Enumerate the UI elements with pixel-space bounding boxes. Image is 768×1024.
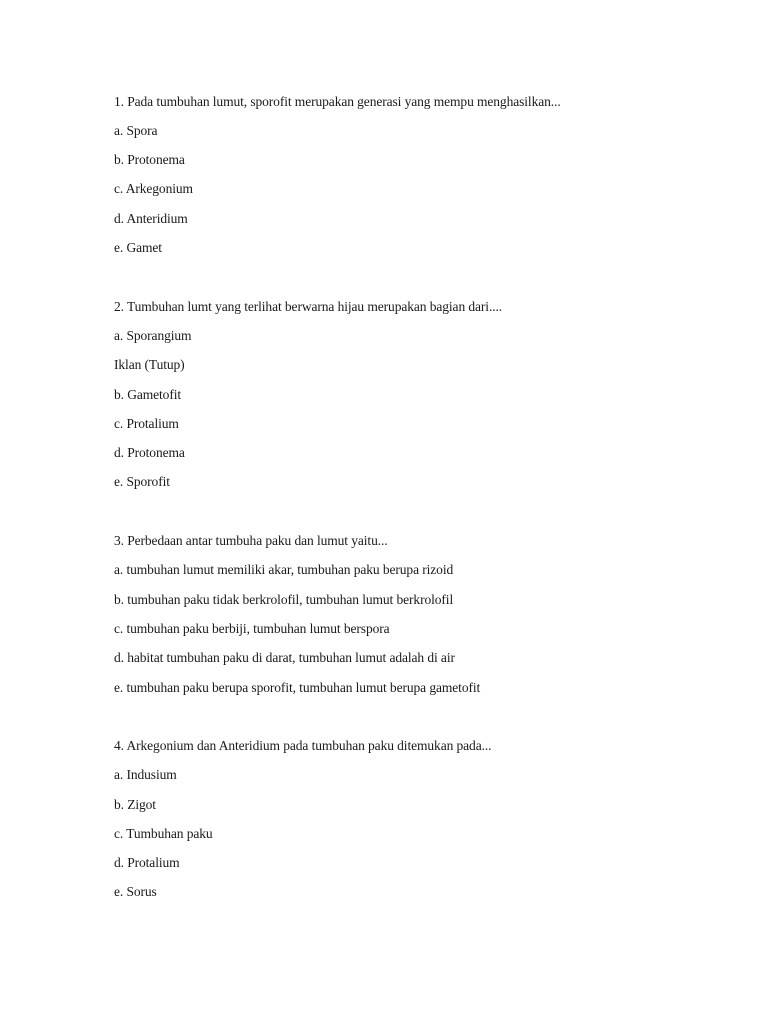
question-1-text: 1. Pada tumbuhan lumut, sporofit merupakan generasi yang mempu menghasilkan... xyxy=(114,94,561,109)
question-4-option-c: c. Tumbuhan paku xyxy=(114,826,213,841)
question-3-option-e: e. tumbuhan paku berupa sporofit, tumbuhan lumut berupa gametofit xyxy=(114,680,481,695)
question-1-option-d: d. Anteridium xyxy=(114,211,188,226)
question-2-option-c: c. Protalium xyxy=(114,416,179,431)
question-4-text: 4. Arkegonium dan Anteridium pada tumbuhan paku ditemukan pada... xyxy=(114,738,492,753)
question-2-option-d: d. Protonema xyxy=(114,445,185,460)
question-2-option-a: a. Sporangium xyxy=(114,328,192,343)
question-3-option-d: d. habitat tumbuhan paku di darat, tumbuhan lumut adalah di air xyxy=(114,650,455,665)
question-1-option-e: e. Gamet xyxy=(114,240,162,255)
question-3-option-a: a. tumbuhan lumut memiliki akar, tumbuhan paku berupa rizoid xyxy=(114,562,454,577)
question-3-option-b: b. tumbuhan paku tidak berkrolofil, tumbuhan lumut berkrolofil xyxy=(114,592,454,607)
question-4-option-d: d. Protalium xyxy=(114,855,180,870)
question-4-option-e: e. Sorus xyxy=(114,884,157,899)
question-2-option-e: e. Sporofit xyxy=(114,474,170,489)
question-4-option-a: a. Indusium xyxy=(114,767,177,782)
question-2-text: 2. Tumbuhan lumt yang terlihat berwarna hijau merupakan bagian dari.... xyxy=(114,299,503,314)
question-1-option-b: b. Protonema xyxy=(114,152,185,167)
question-1-option-a: a. Spora xyxy=(114,123,158,138)
question-4-option-b: b. Zigot xyxy=(114,797,156,812)
question-3-text: 3. Perbedaan antar tumbuha paku dan lumut yaitu... xyxy=(114,533,388,548)
ad-close-label[interactable]: Iklan (Tutup) xyxy=(114,357,185,372)
question-2-option-b: b. Gametofit xyxy=(114,387,182,402)
question-3-option-c: c. tumbuhan paku berbiji, tumbuhan lumut berspora xyxy=(114,621,390,636)
question-1-option-c: c. Arkegonium xyxy=(114,181,193,196)
